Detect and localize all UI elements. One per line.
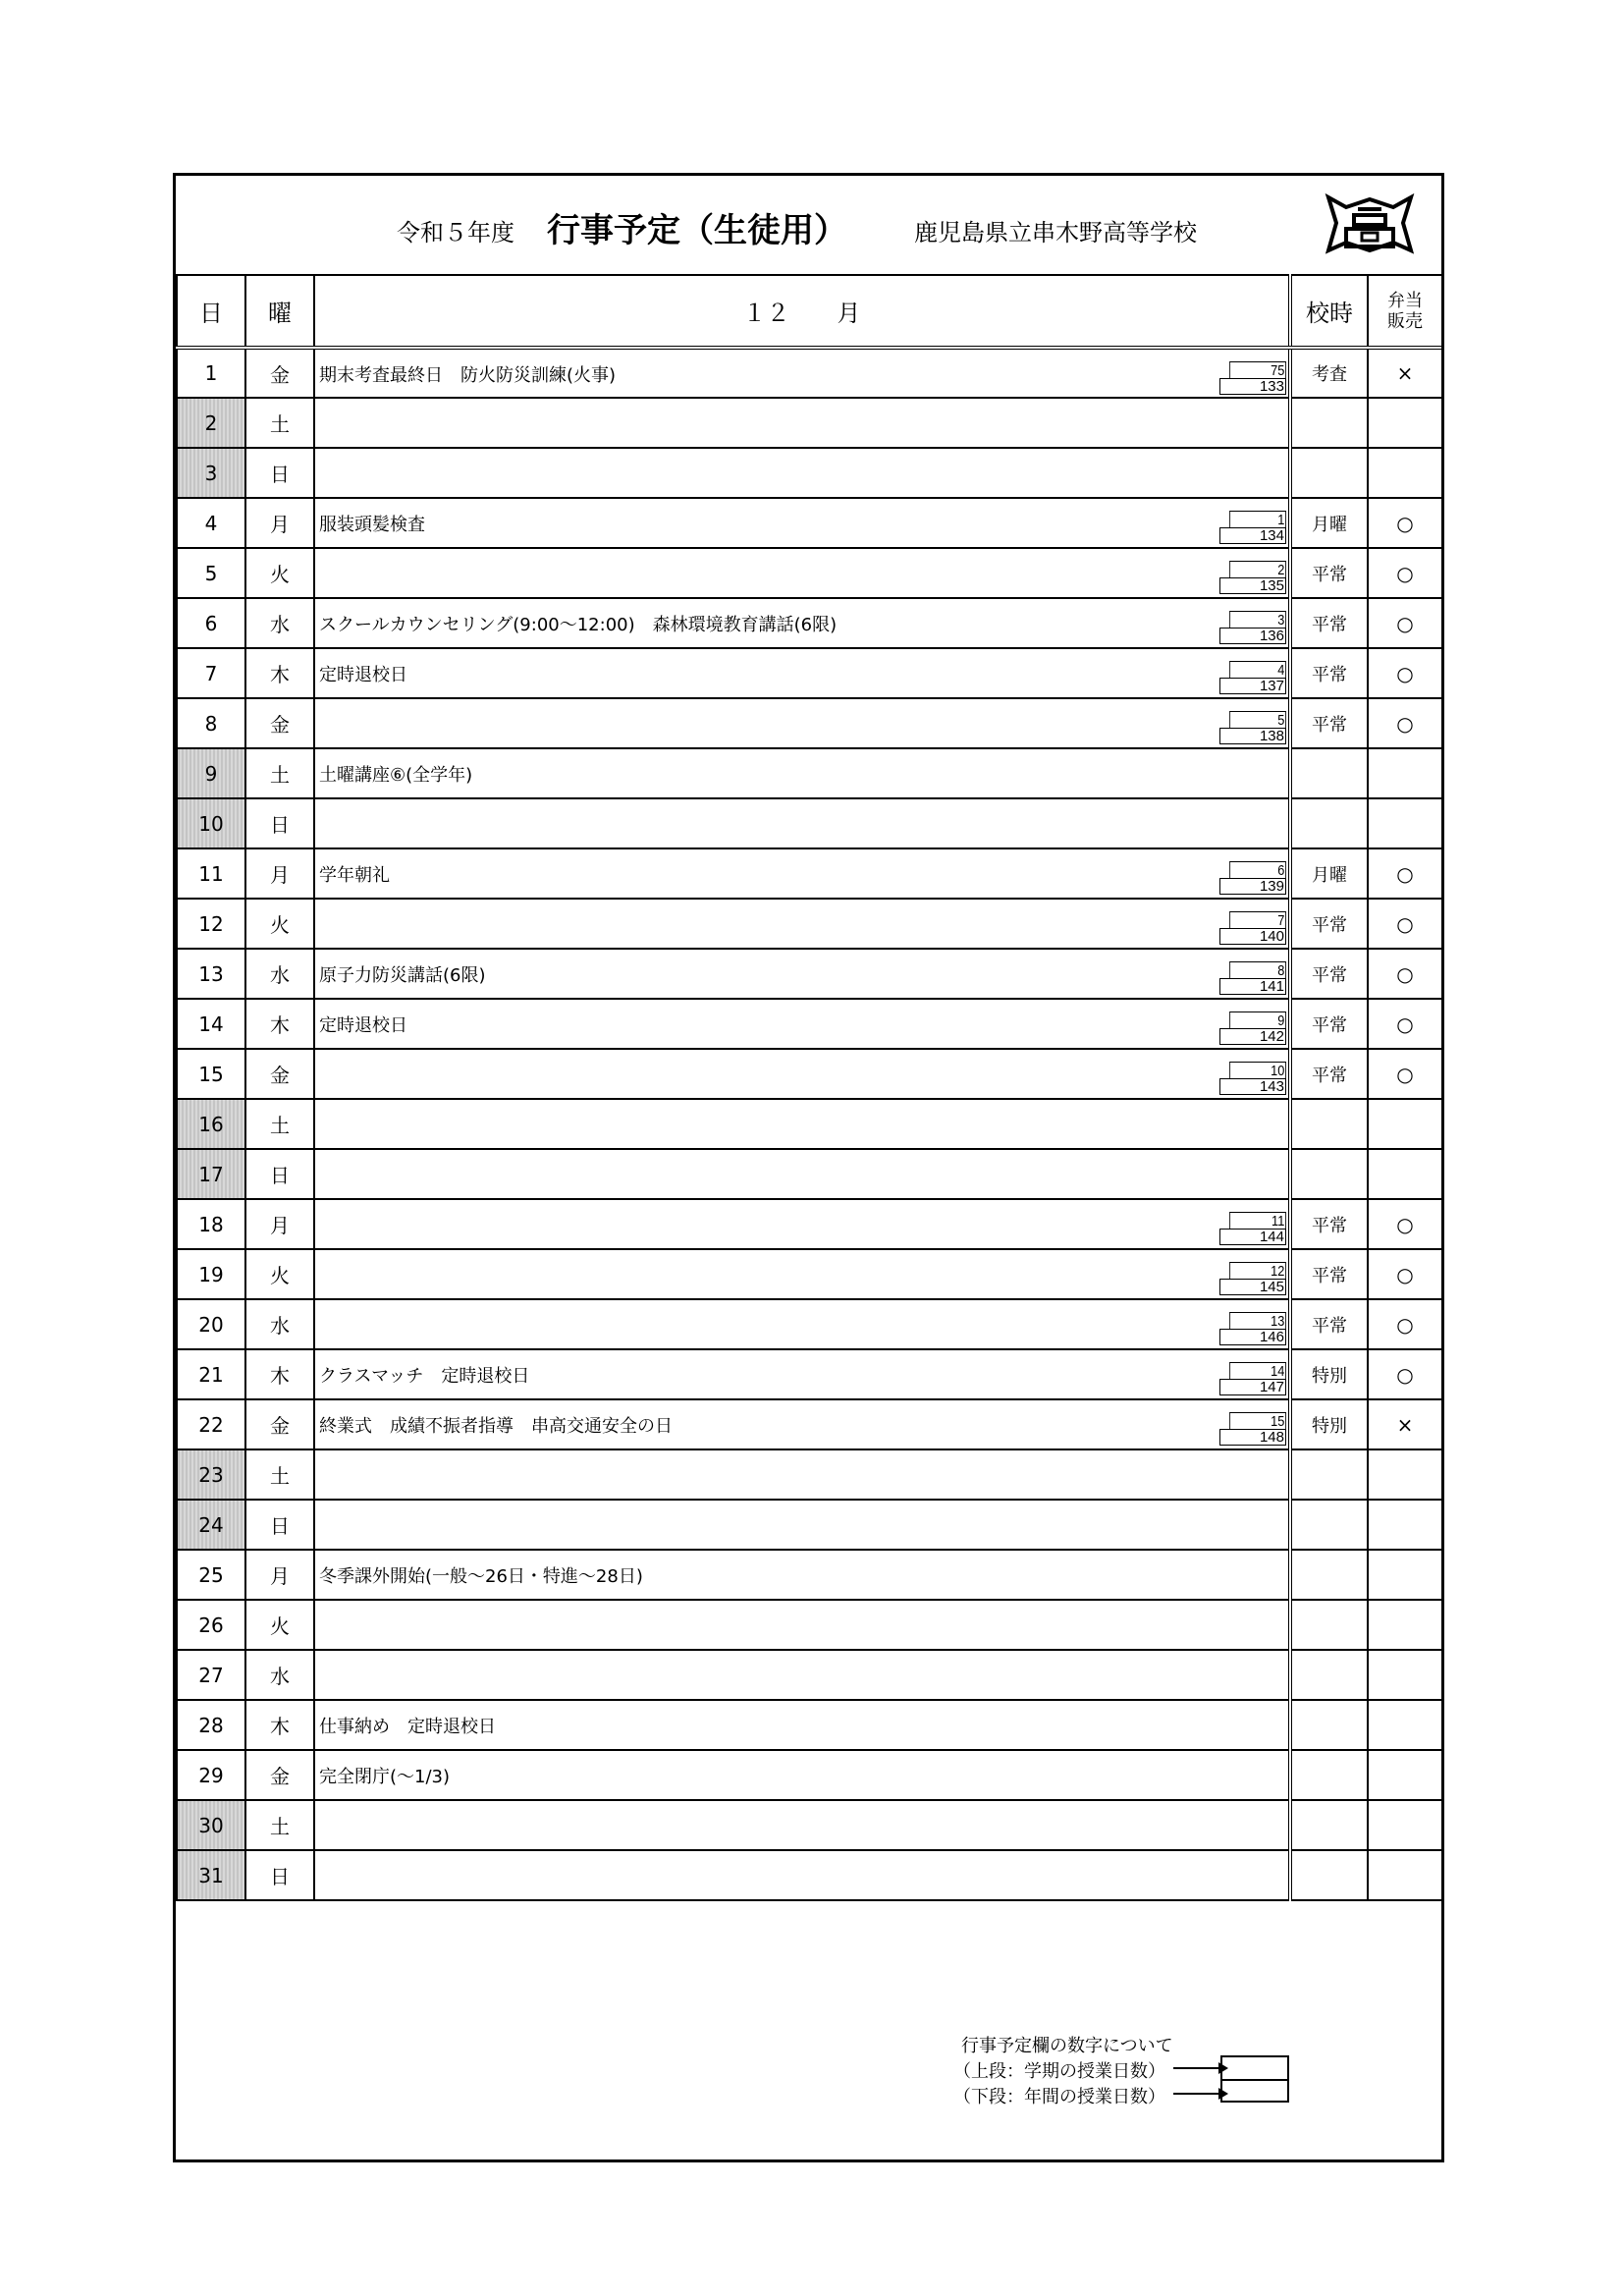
- year-class-days: 141: [1219, 978, 1286, 995]
- term-class-days: 14: [1229, 1362, 1286, 1379]
- dow-cell: 金: [245, 698, 314, 748]
- day-column-header: 日: [177, 275, 245, 348]
- koji-cell: [1290, 748, 1368, 798]
- table-row: [177, 548, 1442, 598]
- bento-cell: [1368, 1550, 1442, 1600]
- event-cell: [314, 848, 1290, 899]
- event-cell: [314, 1399, 1290, 1449]
- year-class-days: 134: [1219, 527, 1286, 544]
- event-cell: [314, 1650, 1290, 1700]
- koji-cell: 平常: [1290, 1249, 1368, 1299]
- table-row: [177, 398, 1442, 448]
- event-cell: [314, 1049, 1290, 1099]
- day-cell: 27: [177, 1650, 245, 1700]
- dow-cell: 土: [245, 1800, 314, 1850]
- year-class-days: 140: [1219, 928, 1286, 945]
- koji-cell: [1290, 1650, 1368, 1700]
- event-text: クラスマッチ 定時退校日: [319, 1366, 530, 1387]
- koji-cell: [1290, 1850, 1368, 1900]
- bento-cell: [1368, 1800, 1442, 1850]
- class-day-counter: [1219, 1362, 1286, 1395]
- bento-cell: ○: [1368, 1049, 1442, 1099]
- table-row: [177, 1550, 1442, 1600]
- bento-cell: ○: [1368, 1249, 1442, 1299]
- term-class-days: 13: [1229, 1312, 1286, 1329]
- class-day-counter: [1219, 1312, 1286, 1345]
- bento-cell: [1368, 1149, 1442, 1199]
- koji-cell: 考査: [1290, 348, 1368, 398]
- term-class-days: 1: [1229, 511, 1286, 527]
- event-text: 原子力防災講話(6限): [319, 965, 486, 986]
- bento-cell: ○: [1368, 1199, 1442, 1249]
- event-cell: [314, 648, 1290, 698]
- page-title: 行事予定（生徒用）: [547, 211, 847, 250]
- dow-cell: 月: [245, 498, 314, 548]
- term-class-days: 11: [1229, 1212, 1286, 1229]
- class-day-counter: [1219, 1212, 1286, 1245]
- class-day-counter: [1219, 1262, 1286, 1295]
- dow-cell: 土: [245, 1449, 314, 1500]
- day-cell: 16: [177, 1099, 245, 1149]
- koji-cell: [1290, 1600, 1368, 1650]
- table-row: [177, 1149, 1442, 1199]
- event-text: 定時退校日: [319, 665, 407, 685]
- bento-cell: [1368, 1850, 1442, 1900]
- koji-cell: [1290, 1099, 1368, 1149]
- year-class-days: 139: [1219, 878, 1286, 895]
- bento-cell: [1368, 448, 1442, 498]
- bento-cell: [1368, 1650, 1442, 1700]
- dow-cell: 木: [245, 999, 314, 1049]
- day-cell: 26: [177, 1600, 245, 1650]
- dow-cell: 水: [245, 1650, 314, 1700]
- koji-cell: 平常: [1290, 1199, 1368, 1249]
- table-row: [177, 1600, 1442, 1650]
- koji-cell: [1290, 1750, 1368, 1800]
- koji-cell: [1290, 798, 1368, 848]
- bento-cell: [1368, 1750, 1442, 1800]
- day-cell: 28: [177, 1700, 245, 1750]
- day-cell: 22: [177, 1399, 245, 1449]
- koji-cell: 平常: [1290, 999, 1368, 1049]
- table-row: [177, 949, 1442, 999]
- event-cell: [314, 448, 1290, 498]
- event-cell: [314, 498, 1290, 548]
- event-cell: [314, 1750, 1290, 1800]
- legend-box: [1220, 2055, 1289, 2103]
- legend-lower: （下段：年間の授業日数）: [953, 2087, 1165, 2107]
- schedule-table: [176, 274, 1443, 1901]
- koji-cell: 平常: [1290, 598, 1368, 648]
- table-row: [177, 1750, 1442, 1800]
- event-cell: [314, 1500, 1290, 1550]
- day-cell: 1: [177, 348, 245, 398]
- event-text: スクールカウンセリング(9:00～12:00) 森林環境教育講話(6限): [319, 615, 838, 635]
- dow-cell: 月: [245, 1199, 314, 1249]
- day-cell: 19: [177, 1249, 245, 1299]
- legend-box-lower: [1220, 2079, 1289, 2103]
- day-cell: 30: [177, 1800, 245, 1850]
- dow-cell: 木: [245, 1700, 314, 1750]
- day-cell: 6: [177, 598, 245, 648]
- koji-cell: 平常: [1290, 1299, 1368, 1349]
- koji-cell: 月曜: [1290, 498, 1368, 548]
- arrow-upper-icon: [1173, 2067, 1226, 2069]
- year-class-days: 148: [1219, 1429, 1286, 1446]
- bento-cell: ○: [1368, 848, 1442, 899]
- dow-cell: 金: [245, 348, 314, 398]
- term-class-days: 10: [1229, 1062, 1286, 1078]
- dow-cell: 火: [245, 899, 314, 949]
- koji-cell: [1290, 398, 1368, 448]
- table-header-row: [177, 275, 1442, 348]
- year-class-days: 138: [1219, 728, 1286, 744]
- dow-cell: 水: [245, 598, 314, 648]
- bento-cell: ○: [1368, 1299, 1442, 1349]
- dow-cell: 金: [245, 1399, 314, 1449]
- koji-cell: 平常: [1290, 648, 1368, 698]
- dow-cell: 日: [245, 798, 314, 848]
- event-cell: [314, 598, 1290, 648]
- koji-cell: 特別: [1290, 1349, 1368, 1399]
- event-cell: [314, 1149, 1290, 1199]
- event-text: 土曜講座⑥(全学年): [319, 765, 473, 786]
- class-day-counter: [1219, 1011, 1286, 1045]
- table-row: [177, 348, 1442, 398]
- dow-cell: 金: [245, 1750, 314, 1800]
- bento-cell: ○: [1368, 899, 1442, 949]
- dow-cell: 土: [245, 398, 314, 448]
- table-row: [177, 1349, 1442, 1399]
- event-text: 冬季課外開始(一般～26日・特進～28日): [319, 1566, 643, 1587]
- table-row: [177, 648, 1442, 698]
- event-cell: [314, 999, 1290, 1049]
- class-day-counter: [1219, 1062, 1286, 1095]
- title-bar: [176, 176, 1441, 272]
- class-day-counter: [1219, 1412, 1286, 1446]
- table-row: [177, 748, 1442, 798]
- year-class-days: 144: [1219, 1229, 1286, 1245]
- koji-cell: 平常: [1290, 1049, 1368, 1099]
- day-cell: 8: [177, 698, 245, 748]
- event-text: 終業式 成績不振者指導 串高交通安全の日: [319, 1416, 673, 1437]
- footer-area: [176, 1920, 1441, 2159]
- bento-cell: [1368, 748, 1442, 798]
- school-crest-icon: [1325, 193, 1415, 256]
- day-cell: 12: [177, 899, 245, 949]
- bento-cell: [1368, 1449, 1442, 1500]
- class-day-counter: [1219, 861, 1286, 895]
- class-day-counter: [1219, 911, 1286, 945]
- event-cell: [314, 798, 1290, 848]
- day-cell: 25: [177, 1550, 245, 1600]
- day-cell: 9: [177, 748, 245, 798]
- table-row: [177, 1700, 1442, 1750]
- event-text: 服装頭髪検査: [319, 515, 425, 535]
- koji-cell: 平常: [1290, 698, 1368, 748]
- class-day-counter: [1219, 711, 1286, 744]
- event-cell: [314, 748, 1290, 798]
- event-cell: [314, 1550, 1290, 1600]
- event-cell: [314, 1600, 1290, 1650]
- term-class-days: 15: [1229, 1412, 1286, 1429]
- legend-title: 行事予定欄の数字について: [961, 2036, 1173, 2056]
- bento-cell: ○: [1368, 949, 1442, 999]
- event-cell: [314, 398, 1290, 448]
- dow-cell: 日: [245, 1500, 314, 1550]
- day-cell: 4: [177, 498, 245, 548]
- dow-cell: 金: [245, 1049, 314, 1099]
- day-cell: 5: [177, 548, 245, 598]
- day-cell: 31: [177, 1850, 245, 1900]
- bento-cell: ○: [1368, 498, 1442, 548]
- term-class-days: 4: [1229, 661, 1286, 678]
- event-cell: [314, 1299, 1290, 1349]
- dow-cell: 月: [245, 848, 314, 899]
- dow-cell: 木: [245, 1349, 314, 1399]
- event-text: 期末考査最終日 防火防災訓練(火事): [319, 365, 617, 386]
- term-class-days: 3: [1229, 611, 1286, 628]
- dow-cell: 木: [245, 648, 314, 698]
- term-class-days: 7: [1229, 911, 1286, 928]
- table-row: [177, 1850, 1442, 1900]
- bento-cell: [1368, 1700, 1442, 1750]
- table-row: [177, 1650, 1442, 1700]
- event-cell: [314, 1349, 1290, 1399]
- day-cell: 2: [177, 398, 245, 448]
- dow-cell: 土: [245, 1099, 314, 1149]
- class-day-counter: [1219, 611, 1286, 644]
- event-cell: [314, 348, 1290, 398]
- event-cell: [314, 899, 1290, 949]
- dow-cell: 日: [245, 1149, 314, 1199]
- bento-cell: ×: [1368, 1399, 1442, 1449]
- fiscal-year: 令和５年度: [397, 219, 514, 246]
- day-cell: 10: [177, 798, 245, 848]
- event-cell: [314, 1850, 1290, 1900]
- dow-column-header: 曜: [245, 275, 314, 348]
- day-cell: 20: [177, 1299, 245, 1349]
- year-class-days: 133: [1219, 378, 1286, 395]
- bento-column-header: 弁当 販売: [1368, 275, 1442, 348]
- day-cell: 14: [177, 999, 245, 1049]
- table-row: [177, 698, 1442, 748]
- event-text: 定時退校日: [319, 1015, 407, 1036]
- day-cell: 7: [177, 648, 245, 698]
- dow-cell: 水: [245, 1299, 314, 1349]
- dow-cell: 月: [245, 1550, 314, 1600]
- arrow-lower-icon: [1173, 2093, 1226, 2095]
- dow-cell: 水: [245, 949, 314, 999]
- table-row: [177, 1449, 1442, 1500]
- dow-cell: 土: [245, 748, 314, 798]
- dow-cell: 日: [245, 448, 314, 498]
- year-class-days: 137: [1219, 678, 1286, 694]
- bento-cell: ○: [1368, 598, 1442, 648]
- month-column-header: １２ 月: [314, 275, 1290, 348]
- koji-cell: 平常: [1290, 949, 1368, 999]
- koji-cell: 平常: [1290, 899, 1368, 949]
- koji-cell: [1290, 1149, 1368, 1199]
- term-class-days: 2: [1229, 561, 1286, 577]
- bento-cell: [1368, 798, 1442, 848]
- year-class-days: 136: [1219, 628, 1286, 644]
- table-row: [177, 1199, 1442, 1249]
- class-day-counter: [1219, 511, 1286, 544]
- table-row: [177, 448, 1442, 498]
- year-class-days: 147: [1219, 1379, 1286, 1395]
- bento-cell: ×: [1368, 348, 1442, 398]
- day-cell: 18: [177, 1199, 245, 1249]
- day-cell: 23: [177, 1449, 245, 1500]
- day-cell: 13: [177, 949, 245, 999]
- table-row: [177, 498, 1442, 548]
- school-name: 鹿児島県立串木野高等学校: [914, 219, 1197, 246]
- day-cell: 24: [177, 1500, 245, 1550]
- koji-cell: 月曜: [1290, 848, 1368, 899]
- schedule-frame: [173, 173, 1444, 2162]
- day-cell: 3: [177, 448, 245, 498]
- event-cell: [314, 1199, 1290, 1249]
- event-cell: [314, 1099, 1290, 1149]
- bento-cell: ○: [1368, 1349, 1442, 1399]
- table-row: [177, 1299, 1442, 1349]
- event-cell: [314, 1249, 1290, 1299]
- dow-cell: 日: [245, 1850, 314, 1900]
- year-class-days: 142: [1219, 1028, 1286, 1045]
- bento-cell: [1368, 1600, 1442, 1650]
- term-class-days: 8: [1229, 961, 1286, 978]
- event-text: 仕事納め 定時退校日: [319, 1717, 496, 1737]
- dow-cell: 火: [245, 1249, 314, 1299]
- koji-cell: [1290, 1500, 1368, 1550]
- koji-cell: 特別: [1290, 1399, 1368, 1449]
- table-row: [177, 1399, 1442, 1449]
- bento-cell: [1368, 1099, 1442, 1149]
- bento-cell: ○: [1368, 999, 1442, 1049]
- table-row: [177, 899, 1442, 949]
- dow-cell: 火: [245, 548, 314, 598]
- day-cell: 11: [177, 848, 245, 899]
- table-row: [177, 598, 1442, 648]
- dow-cell: 火: [245, 1600, 314, 1650]
- class-day-counter: [1219, 961, 1286, 995]
- table-row: [177, 1500, 1442, 1550]
- day-cell: 21: [177, 1349, 245, 1399]
- koji-cell: [1290, 1800, 1368, 1850]
- event-text: 学年朝礼: [319, 865, 390, 886]
- term-class-days: 6: [1229, 861, 1286, 878]
- year-class-days: 143: [1219, 1078, 1286, 1095]
- bento-cell: [1368, 1500, 1442, 1550]
- event-cell: [314, 1800, 1290, 1850]
- table-row: [177, 1049, 1442, 1099]
- day-cell: 15: [177, 1049, 245, 1099]
- bento-cell: ○: [1368, 698, 1442, 748]
- event-cell: [314, 548, 1290, 598]
- class-day-counter: [1219, 661, 1286, 694]
- table-row: [177, 999, 1442, 1049]
- koji-cell: [1290, 1700, 1368, 1750]
- koji-column-header: 校時: [1290, 275, 1368, 348]
- term-class-days: 75: [1229, 361, 1286, 378]
- bento-cell: [1368, 398, 1442, 448]
- day-cell: 17: [177, 1149, 245, 1199]
- table-row: [177, 848, 1442, 899]
- term-class-days: 12: [1229, 1262, 1286, 1279]
- term-class-days: 9: [1229, 1011, 1286, 1028]
- koji-cell: [1290, 1449, 1368, 1500]
- day-cell: 29: [177, 1750, 245, 1800]
- event-cell: [314, 1700, 1290, 1750]
- legend-box-upper: [1220, 2055, 1289, 2079]
- year-class-days: 135: [1219, 577, 1286, 594]
- bento-cell: ○: [1368, 648, 1442, 698]
- bento-cell: ○: [1368, 548, 1442, 598]
- event-cell: [314, 1449, 1290, 1500]
- event-text: 完全閉庁(～1/3): [319, 1767, 451, 1787]
- table-row: [177, 1099, 1442, 1149]
- table-row: [177, 1249, 1442, 1299]
- class-day-counter: [1219, 361, 1286, 395]
- event-cell: [314, 949, 1290, 999]
- legend-upper: （上段：学期の授業日数）: [953, 2061, 1165, 2082]
- koji-cell: [1290, 1550, 1368, 1600]
- koji-cell: 平常: [1290, 548, 1368, 598]
- year-class-days: 145: [1219, 1279, 1286, 1295]
- koji-cell: [1290, 448, 1368, 498]
- table-row: [177, 798, 1442, 848]
- event-cell: [314, 698, 1290, 748]
- year-class-days: 146: [1219, 1329, 1286, 1345]
- table-row: [177, 1800, 1442, 1850]
- class-day-counter: [1219, 561, 1286, 594]
- term-class-days: 5: [1229, 711, 1286, 728]
